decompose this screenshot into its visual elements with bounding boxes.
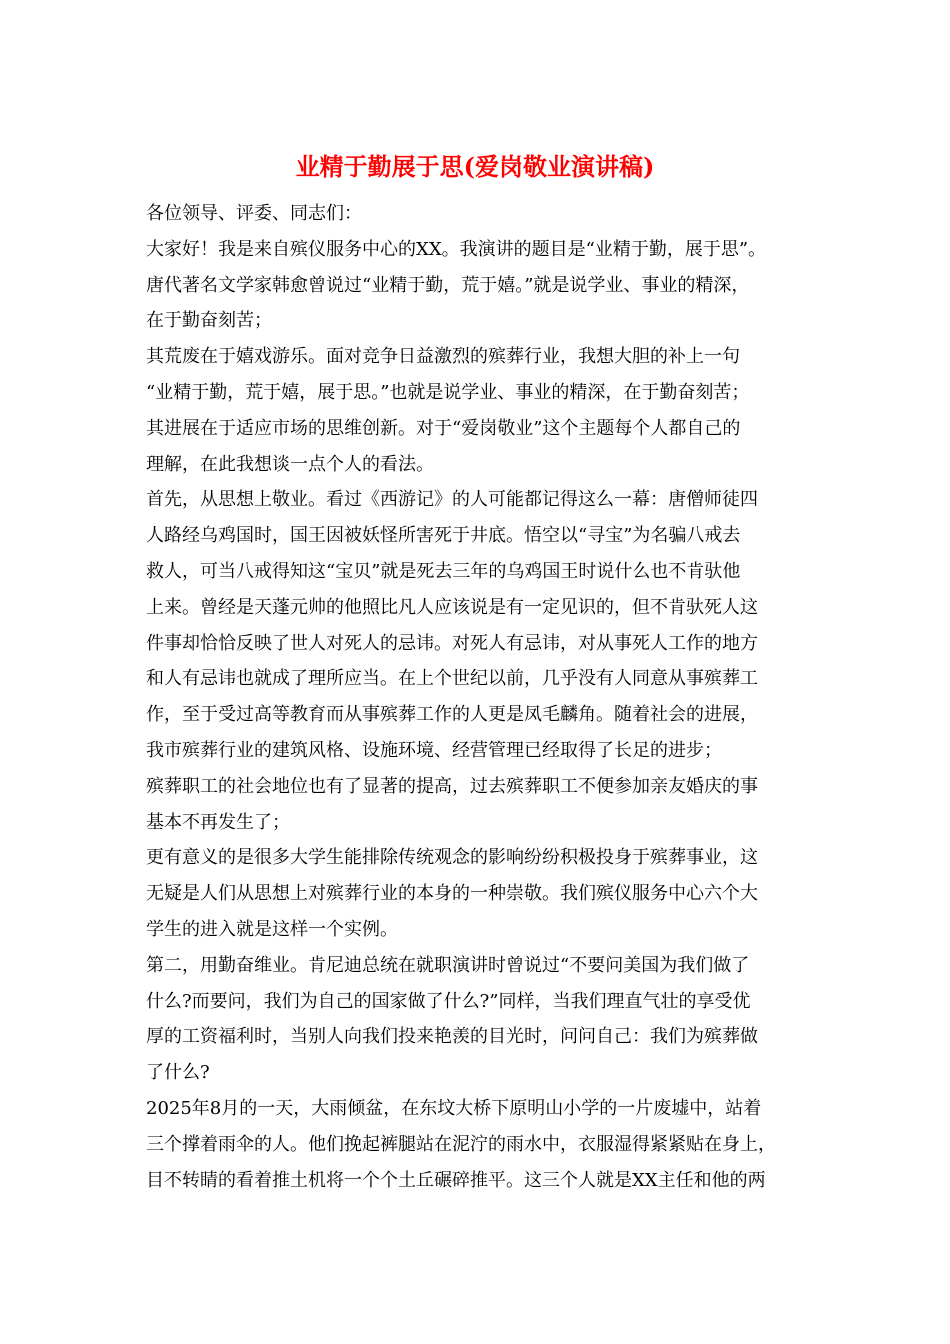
text-line: 大家好！我是来自殡仪服务中心的XX。我演讲的题目是“业精于勤，展于思”。 [146, 238, 767, 260]
text-line: 首先，从思想上敬业。看过《西游记》的人可能都记得这么一幕：唐僧师徒四 [146, 489, 758, 511]
text-line: 更有意义的是很多大学生能排除传统观念的影响纷纷积极投身于殡葬事业，这 [146, 847, 758, 869]
text-line: 我市殡葬行业的建筑风格、设施环境、经营管理已经取得了长足的进步； [146, 739, 722, 761]
text-line: 2025年8月的一天，大雨倾盆，在东坟大桥下原明山小学的一片废墟中，站着 [146, 1097, 762, 1119]
document-body [146, 196, 826, 1198]
text-line: 第二，用勤奋维业。肯尼迪总统在就职演讲时曾说过“不要问美国为我们做了 [146, 954, 750, 976]
text-line: 唐代著名文学家韩愈曾说过“业精于勤，荒于嬉。”就是说学业、事业的精深， [146, 274, 750, 296]
text-line: 三个撑着雨伞的人。他们挽起裤腿站在泥泞的雨水中，衣服湿得紧紧贴在身上， [146, 1133, 776, 1155]
text-line: 什么?而要问，我们为自己的国家做了什么?”同样，当我们理直气壮的享受优 [146, 990, 751, 1012]
text-line: 各位领导、评委、同志们： [146, 203, 362, 224]
text-line: 其进展在于适应市场的思维创新。对于“爱岗敬业”这个主题每个人都自己的 [146, 417, 741, 439]
text-line: 殡葬职工的社会地位也有了显著的提高，过去殡葬职工不便参加亲友婚庆的事 [146, 775, 758, 797]
text-line: “业精于勤，荒于嬉，展于思。”也就是说学业、事业的精深，在于勤奋刻苦； [146, 381, 750, 403]
text-line: 件事却恰恰反映了世人对死人的忌讳。对死人有忌讳，对从事死人工作的地方 [146, 632, 758, 654]
text-line: 作，至于受过高等教育而从事殡葬工作的人更是凤毛麟角。随着社会的进展， [146, 704, 758, 726]
document-title: 业精于勤展于思(爱岗敬业演讲稿) [295, 152, 655, 181]
text-line: 无疑是人们从思想上对殡葬行业的本身的一种崇敬。我们殡仪服务中心六个大 [146, 883, 758, 905]
text-line: 学生的进入就是这样一个实例。 [146, 918, 398, 940]
text-line: 上来。曾经是天蓬元帅的他照比凡人应该说是有一定见识的，但不肯驮死人这 [146, 596, 758, 618]
text-line: 人路经乌鸡国时，国王因被妖怪所害死于井底。悟空以“寻宝”为名骗八戒去 [146, 525, 741, 547]
text-line: 基本不再发生了； [146, 811, 290, 833]
text-line: 目不转睛的看着推土机将一个个土丘碾碎推平。这三个人就是XX主任和他的两 [146, 1169, 766, 1191]
text-line: 厚的工资福利时，当别人向我们投来艳羡的目光时，问问自己：我们为殡葬做 [146, 1026, 758, 1048]
text-line: 救人，可当八戒得知这“宝贝”就是死去三年的乌鸡国王时说什么也不肯驮他 [146, 560, 741, 582]
text-line: 和人有忌讳也就成了理所应当。在上个世纪以前，几乎没有人同意从事殡葬工 [146, 668, 758, 690]
text-line: 其荒废在于嬉戏游乐。面对竞争日益激烈的殡葬行业，我想大胆的补上一句 [146, 346, 740, 368]
text-line: 了什么? [146, 1062, 210, 1084]
text-line: 理解，在此我想谈一点个人的看法。 [146, 453, 434, 475]
text-line: 在于勤奋刻苦； [146, 310, 272, 332]
